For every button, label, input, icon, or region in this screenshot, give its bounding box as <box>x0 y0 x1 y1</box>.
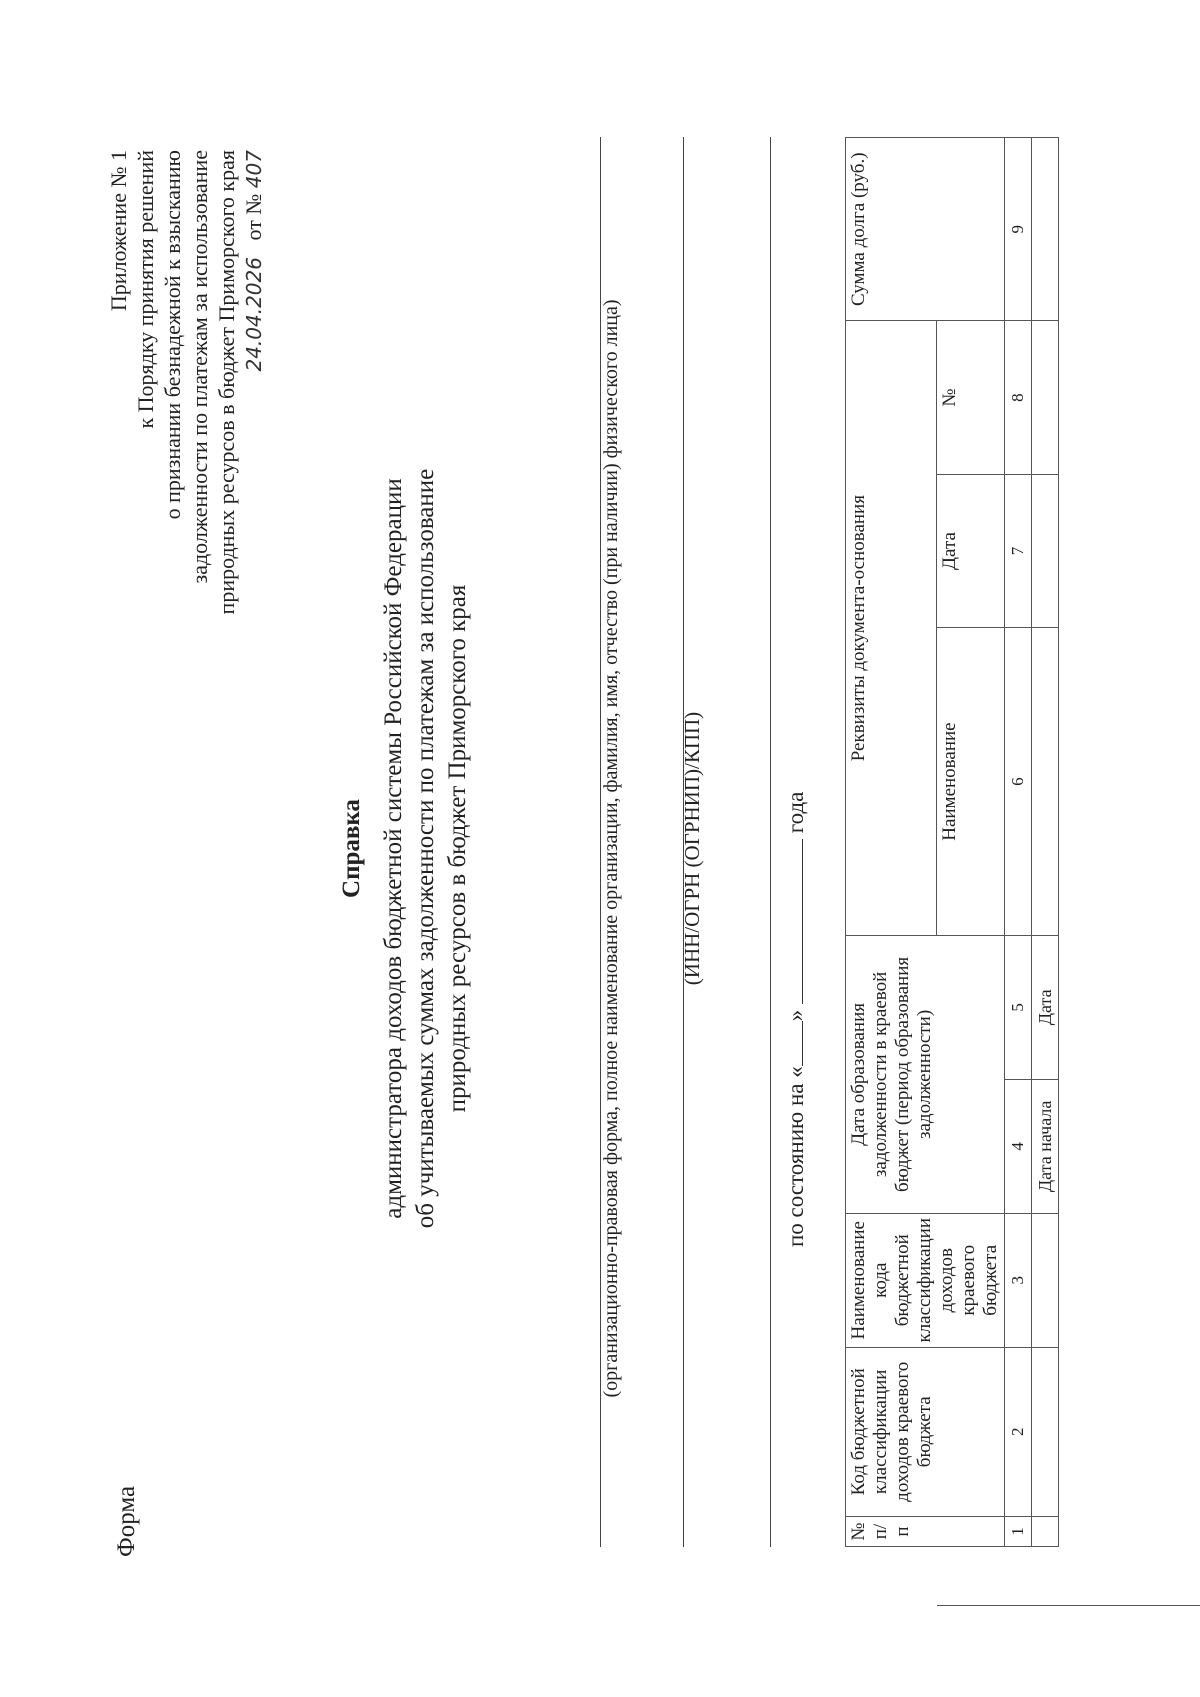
form-label: Форма <box>113 1485 140 1557</box>
document-title: Справка <box>338 799 365 898</box>
day-blank <box>784 1021 803 1066</box>
col-number-1: 1 <box>1005 1517 1032 1547</box>
document-subtitle <box>378 0 474 1697</box>
col-number-2: 2 <box>1005 1347 1032 1517</box>
header-kbk-name: Наименование кода бюджетной классификации доходов краевого бюджета <box>846 1213 1005 1347</box>
header-row-1 <box>846 138 937 1547</box>
header-doc-name: Наименование <box>937 628 1005 936</box>
handwritten-number: 407 <box>242 150 266 189</box>
month-blank <box>784 839 803 1004</box>
appendix-line-5: природных ресурсов в бюджет Приморского края <box>214 150 239 615</box>
number-prefix: от № <box>241 193 266 241</box>
header-debt-amount: Сумма долга (руб.) <box>846 138 1005 321</box>
header-debt-date: Дата образования задолженности в краевой бюджет (период образования задолженности) <box>846 935 1005 1213</box>
sub-cell-8 <box>1032 321 1059 474</box>
date-suffix: года <box>783 791 808 834</box>
col-number-9: 9 <box>1005 138 1032 321</box>
separator-line <box>770 137 771 1547</box>
col-number-8: 8 <box>1005 321 1032 474</box>
appendix-line-4: задолженности по платежам за использование <box>187 150 212 584</box>
subtitle-line-1: администратора доходов бюджетной системы Российской Федерации <box>380 478 407 1219</box>
appendix-block <box>105 150 268 710</box>
sub-cell-3 <box>1032 1213 1059 1347</box>
date-mid: » <box>783 1009 808 1022</box>
as-of-date-line <box>783 792 809 1247</box>
col-number-5: 5 <box>1005 935 1032 1079</box>
header-no: № п/п <box>846 1517 1005 1547</box>
sub-cell-1 <box>1032 1517 1059 1547</box>
col-number-4: 4 <box>1005 1079 1032 1213</box>
organization-caption: (организационно-правовая форма, полное наименование организации, фамилия, имя, отчество (при наличии) физического лица) <box>600 299 622 1398</box>
date-prefix: по состоянию на « <box>783 1066 808 1247</box>
handwritten-date: 24.04.2026 <box>242 257 266 372</box>
col-number-6: 6 <box>1005 628 1032 936</box>
bottom-rule <box>937 1605 1200 1606</box>
subheader-row <box>1032 138 1059 1547</box>
header-doc-date: Дата <box>937 474 1005 628</box>
sub-cell-7 <box>1032 474 1059 628</box>
col-number-3: 3 <box>1005 1213 1032 1347</box>
appendix-line-1: Приложение № 1 <box>106 150 131 312</box>
inn-caption: (ИНН/ОГРН (ОГРНИП)/КПП) <box>680 711 704 986</box>
subtitle-line-3: природных ресурсов в бюджет Приморского края <box>444 584 471 1113</box>
header-kbk-code: Код бюджетной классификации доходов краевого бюджета <box>846 1347 1005 1517</box>
appendix-date-line <box>240 150 268 710</box>
header-doc-number: № <box>937 321 1005 474</box>
sub-cell-2 <box>1032 1347 1059 1517</box>
appendix-line-3: о признании безнадежной к взысканию <box>160 150 185 520</box>
col-number-7: 7 <box>1005 474 1032 628</box>
subtitle-line-2: об учитываемых суммах задолженности по платежам за использование <box>412 468 439 1229</box>
sub-start-date: Дата начала <box>1032 1079 1059 1213</box>
column-numbers-row <box>1005 138 1032 1547</box>
sub-cell-9 <box>1032 138 1059 321</box>
sub-cell-6 <box>1032 628 1059 936</box>
debt-table <box>845 137 1059 1547</box>
appendix-line-2: к Порядку принятия решений <box>133 150 158 429</box>
sub-date: Дата <box>1032 935 1059 1079</box>
header-basis-document: Реквизиты документа-основания <box>846 321 937 935</box>
